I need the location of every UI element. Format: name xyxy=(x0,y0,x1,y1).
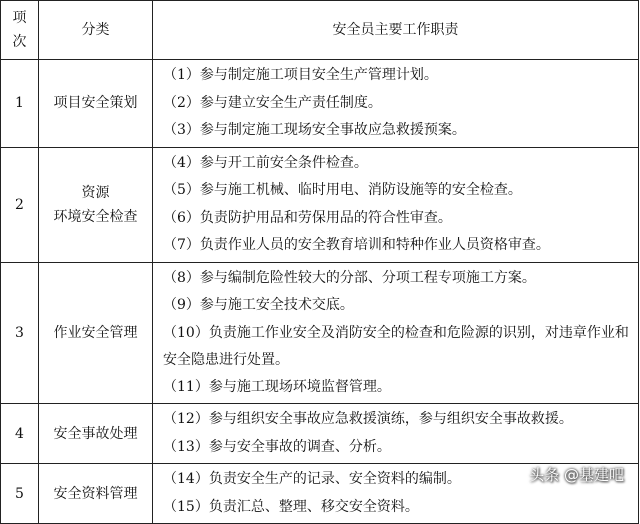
row-duties xyxy=(153,404,639,464)
duty-item: （5）参与施工机械、临时用电、消防设施等的安全检查。 xyxy=(163,182,522,198)
duty-item: （2）参与建立安全生产责任制度。 xyxy=(163,94,382,111)
duty-item: （7）负责作业人员的安全教育培训和特种作业人员资格审查。 xyxy=(163,237,550,253)
table-row xyxy=(1,262,639,404)
row-number: 2 xyxy=(1,147,39,262)
watermark: 头条 @基建吧 xyxy=(529,466,624,484)
row-category: 资源 环境安全检查 xyxy=(39,147,153,262)
duty-item: （12）参与组织安全事故应急救援演练，参与组织安全事故救援。 xyxy=(163,411,573,427)
duty-item: （4）参与开工前安全条件检查。 xyxy=(163,154,368,171)
table-row xyxy=(1,147,639,262)
duty-item: （13）参与安全事故的调查、分析。 xyxy=(163,438,391,455)
header-item-number: 项 次 xyxy=(1,1,39,60)
row-category: 作业安全管理 xyxy=(39,262,153,404)
row-duties xyxy=(153,262,639,404)
row-category: 项目安全策划 xyxy=(39,60,153,148)
duty-item: （11）参与施工现场环境监督管理。 xyxy=(163,378,391,395)
row-number: 3 xyxy=(1,262,39,404)
duty-item: （14）负责安全生产的记录、安全资料的编制。 xyxy=(163,471,461,487)
row-number: 1 xyxy=(1,60,39,148)
row-category: 安全事故处理 xyxy=(39,404,153,464)
table-row xyxy=(1,404,639,464)
duty-item: （9）参与施工安全技术交底。 xyxy=(163,297,354,313)
row-duties xyxy=(153,60,639,148)
duty-item: （6）负责防护用品和劳保用品的符合性审查。 xyxy=(163,209,452,226)
table-row xyxy=(1,60,639,148)
duty-item: （1）参与制定施工项目安全生产管理计划。 xyxy=(163,67,438,83)
duty-item: （3）参与制定施工现场安全事故应急救援预案。 xyxy=(163,122,466,138)
table-header-row xyxy=(1,1,639,60)
duty-item: （10）负责施工作业安全及消防安全的检查和危险源的识别，对违章作业和安全隐患进行处置。 xyxy=(163,324,629,368)
row-duties xyxy=(153,147,639,262)
duty-item: （8）参与编制危险性较大的分部、分项工程专项施工方案。 xyxy=(163,269,536,286)
duty-item: （15）负责汇总、整理、移交安全资料。 xyxy=(163,498,419,515)
row-number: 5 xyxy=(1,464,39,524)
header-category: 分类 xyxy=(39,1,153,60)
row-category: 安全资料管理 xyxy=(39,464,153,524)
row-number: 4 xyxy=(1,404,39,464)
header-duties: 安全员主要工作职责 xyxy=(153,1,639,60)
